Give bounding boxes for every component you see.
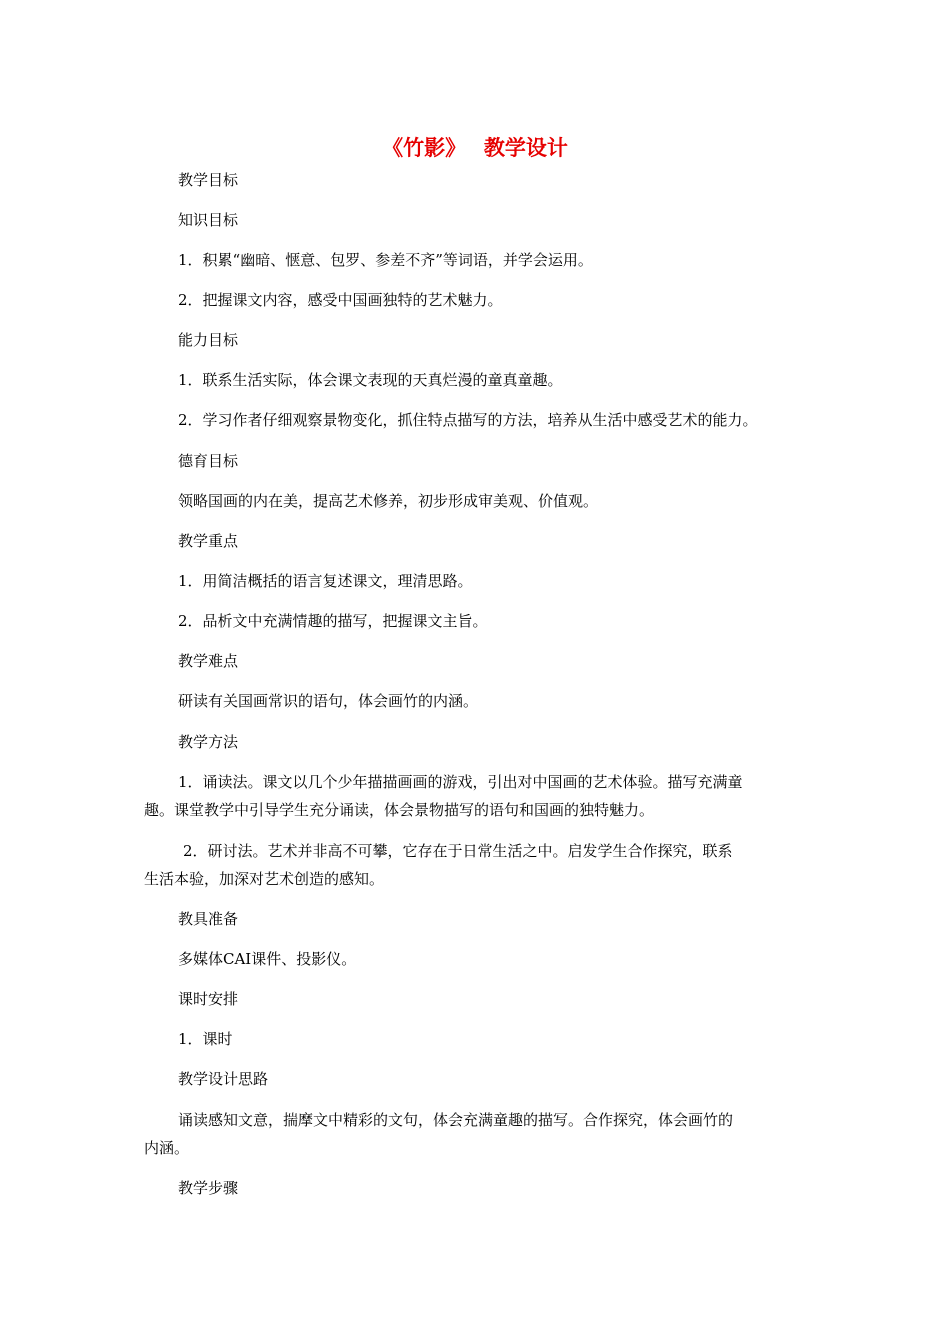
- paragraph: 2．学习作者仔细观察景物变化，抓住特点描写的方法，培养从生活中感受艺术的能力。: [178, 411, 758, 429]
- paragraph: 1．诵读法。课文以几个少年描描画画的游戏，引出对中国画的艺术体验。描写充满童: [178, 773, 743, 791]
- heading-knowledge-goals: 知识目标: [178, 211, 239, 229]
- paragraph-continuation: 内涵。: [144, 1139, 190, 1157]
- heading-difficulties: 教学难点: [178, 652, 239, 670]
- heading-teaching-goals: 教学目标: [178, 171, 239, 189]
- paragraph-continuation: 趣。课堂教学中引导学生充分诵读，体会景物描写的语句和国画的独特魅力。: [144, 801, 655, 819]
- paragraph: 1．用简洁概括的语言复述课文，理清思路。: [178, 572, 473, 590]
- paragraph: 1．积累“幽暗、惬意、包罗、参差不齐”等词语，并学会运用。: [178, 251, 593, 269]
- document-title: 《竹影》 教学设计: [382, 135, 568, 160]
- heading-teaching-methods: 教学方法: [178, 733, 239, 751]
- heading-moral-goals: 德育目标: [178, 452, 239, 470]
- heading-schedule: 课时安排: [178, 990, 239, 1008]
- heading-ability-goals: 能力目标: [178, 331, 239, 349]
- heading-key-points: 教学重点: [178, 532, 239, 550]
- heading-design-ideas: 教学设计思路: [178, 1070, 269, 1088]
- paragraph: 领略国画的内在美，提高艺术修养，初步形成审美观、价值观。: [178, 492, 599, 510]
- paragraph: 多媒体CAI课件、投影仪。: [178, 950, 357, 968]
- paragraph: 诵读感知文意，揣摩文中精彩的文句，体会充满童趣的描写。合作探究，体会画竹的: [178, 1111, 734, 1129]
- paragraph: 2．品析文中充满情趣的描写，把握课文主旨。: [178, 612, 488, 630]
- heading-teaching-steps: 教学步骤: [178, 1179, 239, 1197]
- paragraph: 2．把握课文内容，感受中国画独特的艺术魅力。: [178, 291, 503, 309]
- paragraph: 研读有关国画常识的语句，体会画竹的内涵。: [178, 692, 479, 710]
- heading-teaching-aids: 教具准备: [178, 910, 239, 928]
- paragraph: 2．研讨法。艺术并非高不可攀，它存在于日常生活之中。启发学生合作探究，联系: [183, 842, 733, 860]
- paragraph: 1．联系生活实际，体会课文表现的天真烂漫的童真童趣。: [178, 371, 563, 389]
- paragraph-continuation: 生活本验，加深对艺术创造的感知。: [144, 870, 385, 888]
- paragraph: 1．课时: [178, 1030, 233, 1048]
